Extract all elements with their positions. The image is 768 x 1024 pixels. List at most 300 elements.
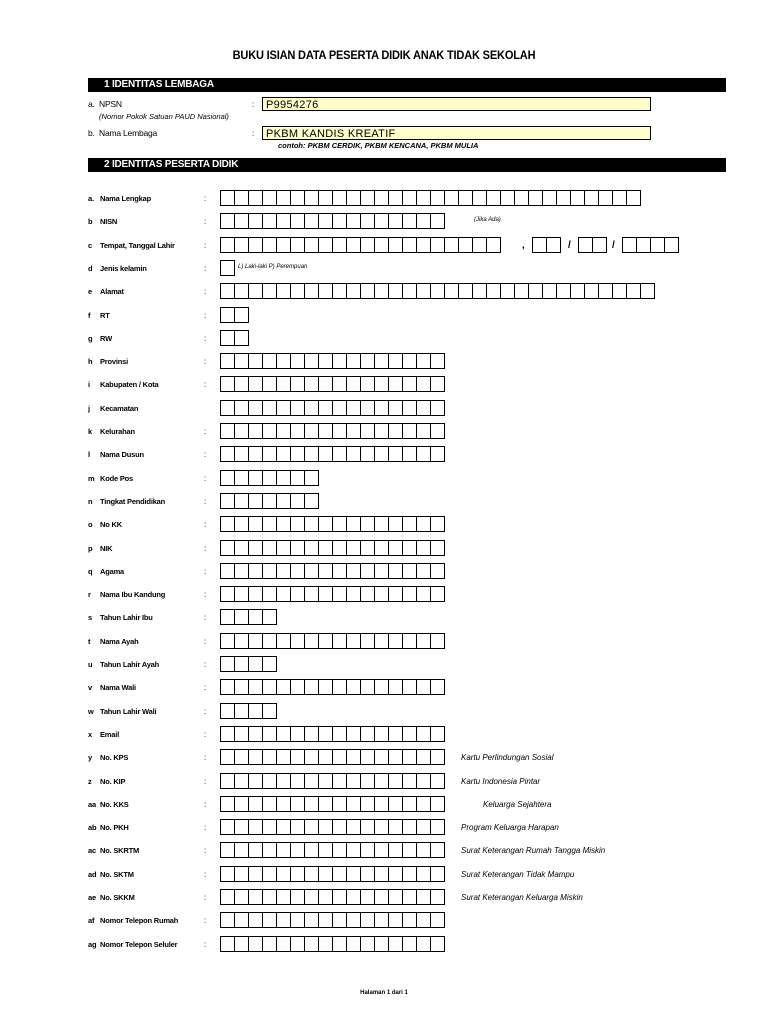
character-box[interactable] bbox=[276, 470, 291, 486]
character-box[interactable] bbox=[622, 237, 637, 253]
character-box[interactable] bbox=[248, 819, 263, 835]
character-box[interactable] bbox=[234, 283, 249, 299]
character-box[interactable] bbox=[332, 936, 347, 952]
character-box[interactable] bbox=[664, 237, 679, 253]
character-box[interactable] bbox=[262, 819, 277, 835]
character-box[interactable] bbox=[262, 516, 277, 532]
character-box[interactable] bbox=[416, 936, 431, 952]
character-box[interactable] bbox=[388, 936, 403, 952]
character-box[interactable] bbox=[532, 237, 547, 253]
character-box[interactable] bbox=[360, 446, 375, 462]
character-box[interactable] bbox=[332, 213, 347, 229]
character-box[interactable] bbox=[346, 726, 361, 742]
character-box[interactable] bbox=[304, 283, 319, 299]
character-box[interactable] bbox=[626, 283, 641, 299]
character-box[interactable] bbox=[318, 889, 333, 905]
character-box[interactable] bbox=[374, 819, 389, 835]
character-box[interactable] bbox=[546, 237, 561, 253]
character-box[interactable] bbox=[276, 376, 291, 392]
character-box[interactable] bbox=[360, 376, 375, 392]
nama-lembaga-field[interactable]: PKBM KANDIS KREATIF bbox=[262, 126, 651, 140]
character-box[interactable] bbox=[220, 213, 235, 229]
character-box[interactable] bbox=[374, 749, 389, 765]
character-box[interactable] bbox=[248, 656, 263, 672]
character-box[interactable] bbox=[304, 237, 319, 253]
character-box[interactable] bbox=[290, 796, 305, 812]
character-box[interactable] bbox=[248, 190, 263, 206]
character-box[interactable] bbox=[248, 726, 263, 742]
character-box[interactable] bbox=[556, 283, 571, 299]
character-box[interactable] bbox=[276, 446, 291, 462]
character-box[interactable] bbox=[374, 633, 389, 649]
character-box[interactable] bbox=[402, 446, 417, 462]
character-box[interactable] bbox=[304, 773, 319, 789]
character-box[interactable] bbox=[374, 213, 389, 229]
character-box[interactable] bbox=[332, 563, 347, 579]
character-box[interactable] bbox=[262, 703, 277, 719]
npsn-field[interactable]: P9954276 bbox=[262, 97, 651, 111]
character-box[interactable] bbox=[234, 586, 249, 602]
character-box[interactable] bbox=[346, 866, 361, 882]
character-box[interactable] bbox=[374, 563, 389, 579]
character-box[interactable] bbox=[290, 283, 305, 299]
character-box[interactable] bbox=[332, 912, 347, 928]
character-box[interactable] bbox=[332, 633, 347, 649]
character-box[interactable] bbox=[636, 237, 651, 253]
character-box[interactable] bbox=[220, 889, 235, 905]
character-box[interactable] bbox=[346, 842, 361, 858]
character-box[interactable] bbox=[290, 842, 305, 858]
character-box[interactable] bbox=[290, 516, 305, 532]
character-box[interactable] bbox=[388, 889, 403, 905]
character-box[interactable] bbox=[276, 819, 291, 835]
character-box[interactable] bbox=[290, 889, 305, 905]
character-box[interactable] bbox=[234, 656, 249, 672]
character-box[interactable] bbox=[318, 586, 333, 602]
character-box[interactable] bbox=[416, 866, 431, 882]
character-box[interactable] bbox=[290, 470, 305, 486]
character-box[interactable] bbox=[514, 190, 529, 206]
character-box[interactable] bbox=[402, 749, 417, 765]
character-box[interactable] bbox=[220, 470, 235, 486]
character-box[interactable] bbox=[346, 400, 361, 416]
character-box[interactable] bbox=[430, 749, 445, 765]
character-box[interactable] bbox=[234, 423, 249, 439]
character-box[interactable] bbox=[402, 353, 417, 369]
character-box[interactable] bbox=[402, 889, 417, 905]
character-box[interactable] bbox=[430, 446, 445, 462]
character-box[interactable] bbox=[304, 726, 319, 742]
character-box[interactable] bbox=[276, 633, 291, 649]
character-box[interactable] bbox=[416, 773, 431, 789]
character-box[interactable] bbox=[318, 912, 333, 928]
character-box[interactable] bbox=[318, 423, 333, 439]
character-box[interactable] bbox=[486, 283, 501, 299]
character-box[interactable] bbox=[360, 912, 375, 928]
character-box[interactable] bbox=[346, 283, 361, 299]
character-box[interactable] bbox=[458, 190, 473, 206]
character-box[interactable] bbox=[220, 493, 235, 509]
character-box[interactable] bbox=[248, 866, 263, 882]
character-box[interactable] bbox=[234, 726, 249, 742]
character-box[interactable] bbox=[290, 866, 305, 882]
character-box[interactable] bbox=[388, 819, 403, 835]
character-box[interactable] bbox=[486, 190, 501, 206]
character-box[interactable] bbox=[416, 889, 431, 905]
character-box[interactable] bbox=[332, 796, 347, 812]
character-box[interactable] bbox=[290, 213, 305, 229]
character-box[interactable] bbox=[374, 353, 389, 369]
character-box[interactable] bbox=[234, 213, 249, 229]
character-box[interactable] bbox=[304, 353, 319, 369]
character-box[interactable] bbox=[430, 376, 445, 392]
character-box[interactable] bbox=[374, 540, 389, 556]
character-box[interactable] bbox=[416, 237, 431, 253]
character-box[interactable] bbox=[234, 470, 249, 486]
character-box[interactable] bbox=[402, 516, 417, 532]
character-box[interactable] bbox=[220, 609, 235, 625]
character-box[interactable] bbox=[374, 283, 389, 299]
character-box[interactable] bbox=[542, 190, 557, 206]
character-box[interactable] bbox=[304, 400, 319, 416]
character-box[interactable] bbox=[276, 213, 291, 229]
character-box[interactable] bbox=[346, 936, 361, 952]
character-box[interactable] bbox=[360, 936, 375, 952]
character-box[interactable] bbox=[430, 679, 445, 695]
character-box[interactable] bbox=[592, 237, 607, 253]
character-box[interactable] bbox=[640, 283, 655, 299]
character-box[interactable] bbox=[388, 376, 403, 392]
character-box[interactable] bbox=[234, 842, 249, 858]
character-box[interactable] bbox=[276, 749, 291, 765]
character-box[interactable] bbox=[402, 423, 417, 439]
character-box[interactable] bbox=[388, 283, 403, 299]
character-box[interactable] bbox=[332, 866, 347, 882]
character-box[interactable] bbox=[276, 283, 291, 299]
character-box[interactable] bbox=[234, 190, 249, 206]
character-box[interactable] bbox=[360, 516, 375, 532]
character-box[interactable] bbox=[234, 679, 249, 695]
character-box[interactable] bbox=[360, 353, 375, 369]
character-box[interactable] bbox=[360, 842, 375, 858]
character-box[interactable] bbox=[332, 586, 347, 602]
character-box[interactable] bbox=[262, 190, 277, 206]
character-box[interactable] bbox=[248, 423, 263, 439]
character-box[interactable] bbox=[472, 190, 487, 206]
character-box[interactable] bbox=[598, 283, 613, 299]
character-box[interactable] bbox=[542, 283, 557, 299]
character-box[interactable] bbox=[318, 679, 333, 695]
character-box[interactable] bbox=[430, 213, 445, 229]
character-box[interactable] bbox=[318, 516, 333, 532]
character-box[interactable] bbox=[290, 586, 305, 602]
character-box[interactable] bbox=[444, 190, 459, 206]
character-box[interactable] bbox=[262, 866, 277, 882]
character-box[interactable] bbox=[416, 376, 431, 392]
character-box[interactable] bbox=[262, 656, 277, 672]
character-box[interactable] bbox=[248, 516, 263, 532]
character-box[interactable] bbox=[388, 866, 403, 882]
character-box[interactable] bbox=[360, 190, 375, 206]
character-box[interactable] bbox=[374, 586, 389, 602]
character-box[interactable] bbox=[262, 470, 277, 486]
character-box[interactable] bbox=[248, 376, 263, 392]
character-box[interactable] bbox=[416, 726, 431, 742]
character-box[interactable] bbox=[388, 679, 403, 695]
character-box[interactable] bbox=[626, 190, 641, 206]
character-box[interactable] bbox=[220, 260, 235, 276]
character-box[interactable] bbox=[262, 679, 277, 695]
character-box[interactable] bbox=[220, 423, 235, 439]
character-box[interactable] bbox=[220, 307, 235, 323]
character-box[interactable] bbox=[402, 819, 417, 835]
character-box[interactable] bbox=[276, 540, 291, 556]
character-box[interactable] bbox=[276, 400, 291, 416]
character-box[interactable] bbox=[402, 912, 417, 928]
character-box[interactable] bbox=[402, 773, 417, 789]
character-box[interactable] bbox=[318, 563, 333, 579]
character-box[interactable] bbox=[262, 400, 277, 416]
character-box[interactable] bbox=[276, 493, 291, 509]
character-box[interactable] bbox=[584, 283, 599, 299]
character-box[interactable] bbox=[346, 679, 361, 695]
character-box[interactable] bbox=[220, 749, 235, 765]
character-box[interactable] bbox=[388, 190, 403, 206]
character-box[interactable] bbox=[430, 726, 445, 742]
character-box[interactable] bbox=[332, 237, 347, 253]
character-box[interactable] bbox=[346, 237, 361, 253]
character-box[interactable] bbox=[304, 213, 319, 229]
character-box[interactable] bbox=[360, 423, 375, 439]
character-box[interactable] bbox=[332, 516, 347, 532]
character-box[interactable] bbox=[346, 190, 361, 206]
character-box[interactable] bbox=[402, 237, 417, 253]
character-box[interactable] bbox=[318, 237, 333, 253]
character-box[interactable] bbox=[276, 912, 291, 928]
character-box[interactable] bbox=[388, 796, 403, 812]
character-box[interactable] bbox=[416, 679, 431, 695]
character-box[interactable] bbox=[332, 376, 347, 392]
character-box[interactable] bbox=[248, 237, 263, 253]
character-box[interactable] bbox=[220, 656, 235, 672]
character-box[interactable] bbox=[500, 283, 515, 299]
character-box[interactable] bbox=[486, 237, 501, 253]
character-box[interactable] bbox=[346, 213, 361, 229]
character-box[interactable] bbox=[248, 889, 263, 905]
character-box[interactable] bbox=[430, 237, 445, 253]
character-box[interactable] bbox=[416, 213, 431, 229]
character-box[interactable] bbox=[304, 376, 319, 392]
character-box[interactable] bbox=[374, 773, 389, 789]
character-box[interactable] bbox=[318, 446, 333, 462]
character-box[interactable] bbox=[402, 540, 417, 556]
character-box[interactable] bbox=[430, 190, 445, 206]
character-box[interactable] bbox=[220, 726, 235, 742]
character-box[interactable] bbox=[332, 446, 347, 462]
character-box[interactable] bbox=[304, 936, 319, 952]
character-box[interactable] bbox=[346, 516, 361, 532]
character-box[interactable] bbox=[234, 237, 249, 253]
character-box[interactable] bbox=[262, 842, 277, 858]
character-box[interactable] bbox=[346, 540, 361, 556]
character-box[interactable] bbox=[416, 400, 431, 416]
character-box[interactable] bbox=[290, 819, 305, 835]
character-box[interactable] bbox=[528, 190, 543, 206]
character-box[interactable] bbox=[262, 796, 277, 812]
character-box[interactable] bbox=[388, 586, 403, 602]
character-box[interactable] bbox=[584, 190, 599, 206]
character-box[interactable] bbox=[290, 400, 305, 416]
character-box[interactable] bbox=[248, 446, 263, 462]
character-box[interactable] bbox=[234, 563, 249, 579]
character-box[interactable] bbox=[262, 773, 277, 789]
character-box[interactable] bbox=[234, 400, 249, 416]
character-box[interactable] bbox=[220, 540, 235, 556]
character-box[interactable] bbox=[290, 912, 305, 928]
character-box[interactable] bbox=[262, 889, 277, 905]
character-box[interactable] bbox=[234, 353, 249, 369]
character-box[interactable] bbox=[402, 586, 417, 602]
character-box[interactable] bbox=[234, 889, 249, 905]
character-box[interactable] bbox=[374, 423, 389, 439]
character-box[interactable] bbox=[570, 190, 585, 206]
character-box[interactable] bbox=[276, 563, 291, 579]
character-box[interactable] bbox=[360, 796, 375, 812]
character-box[interactable] bbox=[318, 190, 333, 206]
character-box[interactable] bbox=[388, 773, 403, 789]
character-box[interactable] bbox=[514, 283, 529, 299]
character-box[interactable] bbox=[248, 912, 263, 928]
character-box[interactable] bbox=[402, 842, 417, 858]
character-box[interactable] bbox=[360, 586, 375, 602]
character-box[interactable] bbox=[612, 283, 627, 299]
character-box[interactable] bbox=[388, 446, 403, 462]
character-box[interactable] bbox=[304, 423, 319, 439]
character-box[interactable] bbox=[262, 423, 277, 439]
character-box[interactable] bbox=[388, 213, 403, 229]
character-box[interactable] bbox=[290, 376, 305, 392]
character-box[interactable] bbox=[360, 400, 375, 416]
character-box[interactable] bbox=[318, 819, 333, 835]
character-box[interactable] bbox=[360, 819, 375, 835]
character-box[interactable] bbox=[248, 213, 263, 229]
character-box[interactable] bbox=[332, 819, 347, 835]
character-box[interactable] bbox=[332, 540, 347, 556]
character-box[interactable] bbox=[290, 936, 305, 952]
character-box[interactable] bbox=[234, 796, 249, 812]
character-box[interactable] bbox=[248, 796, 263, 812]
character-box[interactable] bbox=[332, 400, 347, 416]
character-box[interactable] bbox=[402, 633, 417, 649]
character-box[interactable] bbox=[248, 586, 263, 602]
character-box[interactable] bbox=[276, 679, 291, 695]
character-box[interactable] bbox=[332, 726, 347, 742]
character-box[interactable] bbox=[290, 749, 305, 765]
character-box[interactable] bbox=[290, 679, 305, 695]
character-box[interactable] bbox=[290, 540, 305, 556]
character-box[interactable] bbox=[430, 400, 445, 416]
character-box[interactable] bbox=[430, 796, 445, 812]
character-box[interactable] bbox=[430, 866, 445, 882]
character-box[interactable] bbox=[304, 796, 319, 812]
character-box[interactable] bbox=[304, 563, 319, 579]
character-box[interactable] bbox=[318, 633, 333, 649]
character-box[interactable] bbox=[304, 190, 319, 206]
character-box[interactable] bbox=[290, 190, 305, 206]
character-box[interactable] bbox=[332, 749, 347, 765]
character-box[interactable] bbox=[444, 237, 459, 253]
character-box[interactable] bbox=[430, 353, 445, 369]
character-box[interactable] bbox=[304, 516, 319, 532]
character-box[interactable] bbox=[262, 376, 277, 392]
character-box[interactable] bbox=[416, 633, 431, 649]
character-box[interactable] bbox=[346, 563, 361, 579]
character-box[interactable] bbox=[374, 237, 389, 253]
character-box[interactable] bbox=[430, 586, 445, 602]
character-box[interactable] bbox=[360, 283, 375, 299]
character-box[interactable] bbox=[276, 586, 291, 602]
character-box[interactable] bbox=[290, 773, 305, 789]
character-box[interactable] bbox=[304, 679, 319, 695]
character-box[interactable] bbox=[430, 516, 445, 532]
character-box[interactable] bbox=[374, 842, 389, 858]
character-box[interactable] bbox=[304, 470, 319, 486]
character-box[interactable] bbox=[248, 563, 263, 579]
character-box[interactable] bbox=[346, 912, 361, 928]
character-box[interactable] bbox=[346, 633, 361, 649]
character-box[interactable] bbox=[430, 912, 445, 928]
character-box[interactable] bbox=[416, 586, 431, 602]
character-box[interactable] bbox=[388, 400, 403, 416]
character-box[interactable] bbox=[220, 376, 235, 392]
character-box[interactable] bbox=[374, 889, 389, 905]
character-box[interactable] bbox=[346, 446, 361, 462]
character-box[interactable] bbox=[346, 586, 361, 602]
character-box[interactable] bbox=[276, 353, 291, 369]
character-box[interactable] bbox=[220, 796, 235, 812]
character-box[interactable] bbox=[402, 213, 417, 229]
character-box[interactable] bbox=[430, 633, 445, 649]
character-box[interactable] bbox=[374, 376, 389, 392]
character-box[interactable] bbox=[430, 819, 445, 835]
character-box[interactable] bbox=[458, 237, 473, 253]
character-box[interactable] bbox=[234, 609, 249, 625]
character-box[interactable] bbox=[360, 540, 375, 556]
character-box[interactable] bbox=[234, 540, 249, 556]
character-box[interactable] bbox=[346, 376, 361, 392]
character-box[interactable] bbox=[318, 213, 333, 229]
character-box[interactable] bbox=[276, 237, 291, 253]
character-box[interactable] bbox=[234, 936, 249, 952]
character-box[interactable] bbox=[332, 353, 347, 369]
character-box[interactable] bbox=[570, 283, 585, 299]
character-box[interactable] bbox=[430, 773, 445, 789]
character-box[interactable] bbox=[402, 796, 417, 812]
character-box[interactable] bbox=[346, 796, 361, 812]
character-box[interactable] bbox=[248, 703, 263, 719]
character-box[interactable] bbox=[304, 749, 319, 765]
character-box[interactable] bbox=[416, 283, 431, 299]
character-box[interactable] bbox=[234, 866, 249, 882]
character-box[interactable] bbox=[234, 516, 249, 532]
character-box[interactable] bbox=[650, 237, 665, 253]
character-box[interactable] bbox=[332, 842, 347, 858]
character-box[interactable] bbox=[612, 190, 627, 206]
character-box[interactable] bbox=[262, 213, 277, 229]
character-box[interactable] bbox=[528, 283, 543, 299]
character-box[interactable] bbox=[416, 563, 431, 579]
character-box[interactable] bbox=[234, 446, 249, 462]
